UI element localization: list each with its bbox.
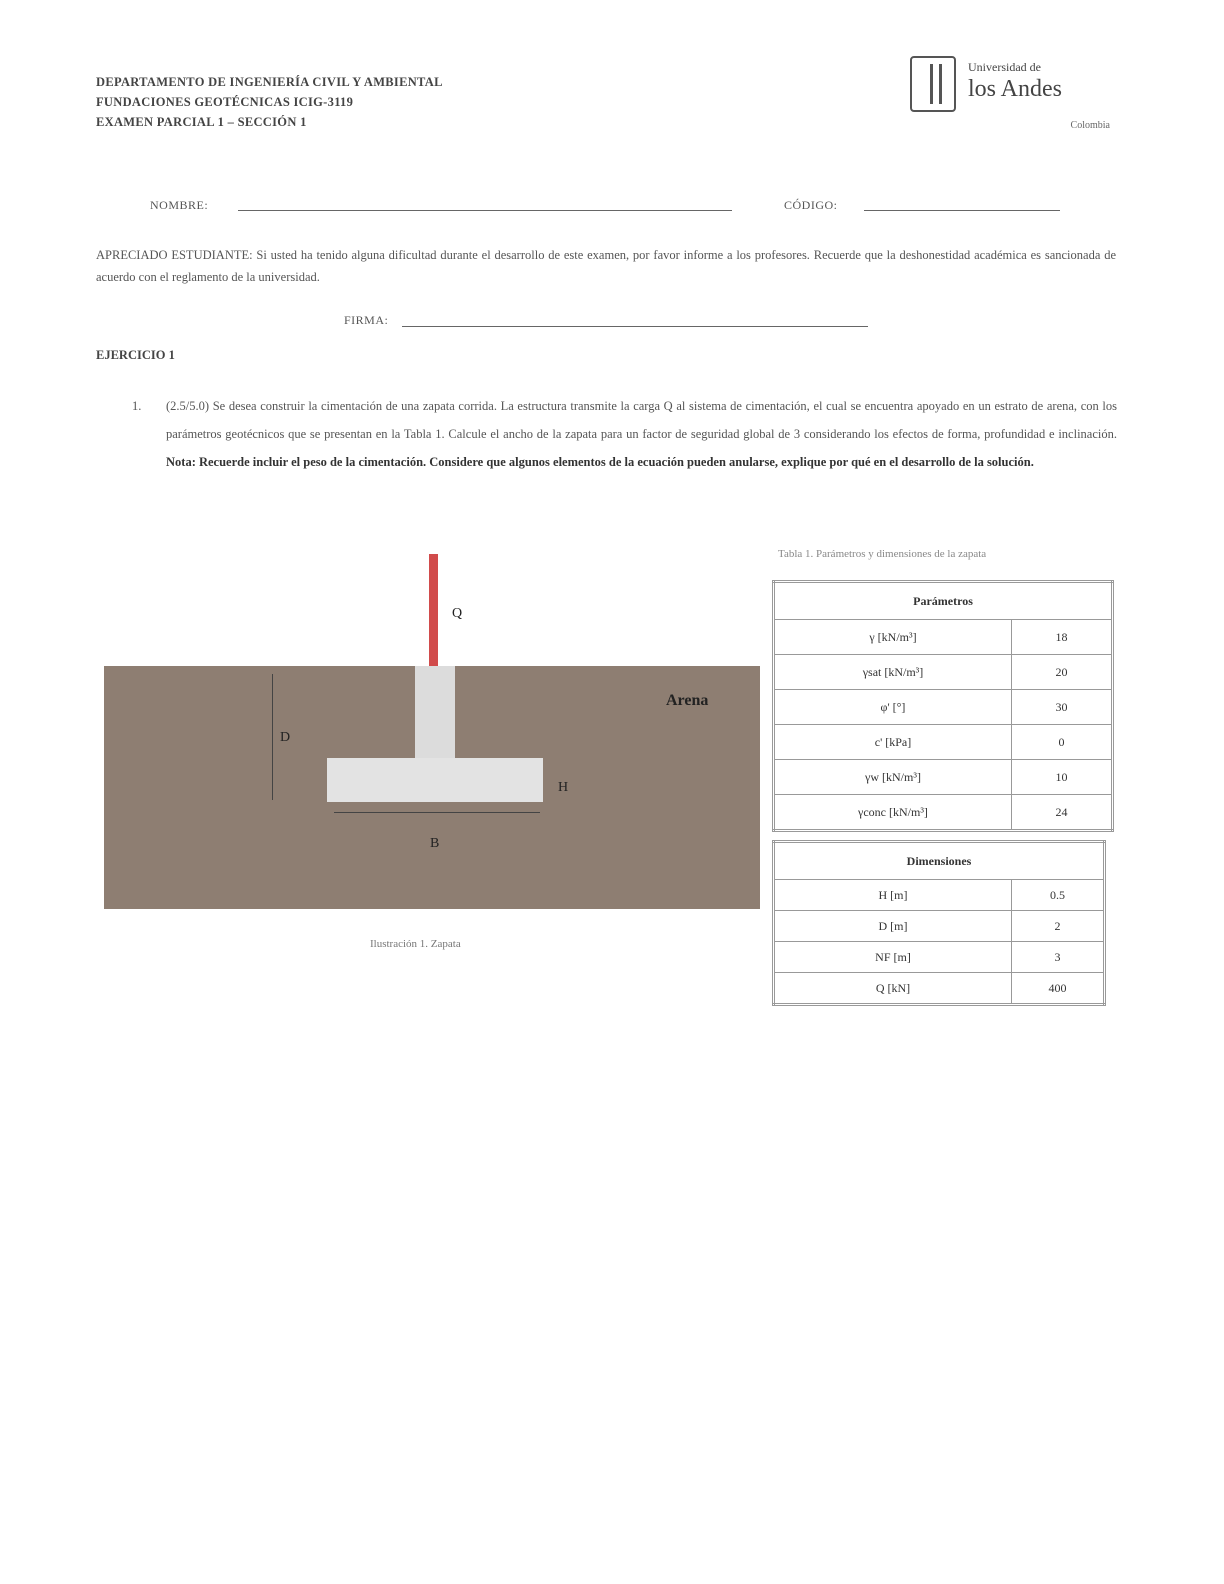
table-row: [774, 942, 1105, 973]
name-label: NOMBRE:: [150, 198, 209, 212]
table-caption: Tabla 1. Parámetros y dimensiones de la zapata: [778, 548, 987, 560]
table-row: [774, 795, 1113, 831]
question-1: [132, 392, 1117, 476]
notice-text: APRECIADO ESTUDIANTE: Si usted ha tenido alguna dificultad durante el desarrollo de este examen, por favor informe a los profesores. Recuerde que la deshonestidad académica es sancionada de acuerdo con el reglamento de la universidad.: [96, 248, 1116, 284]
param-value: 18: [1012, 620, 1113, 655]
dimension-name: D [m]: [774, 911, 1012, 942]
param-name: γw [kN/m³]: [774, 760, 1012, 795]
table-row: [774, 690, 1113, 725]
department-line: DEPARTAMENTO DE INGENIERÍA CIVIL Y AMBIENTAL: [96, 75, 443, 89]
depth-dimension-line: [272, 674, 273, 800]
university-logo: [910, 56, 1110, 136]
param-name: γ [kN/m³]: [774, 620, 1012, 655]
param-value: 0: [1012, 725, 1113, 760]
table-row: [774, 760, 1113, 795]
section-title: EJERCICIO 1: [96, 348, 175, 362]
width-label: B: [430, 836, 440, 851]
header: [96, 72, 616, 132]
logo-text-line2: los Andes: [968, 76, 1063, 102]
code-label: CÓDIGO:: [784, 198, 838, 212]
table-row: [774, 725, 1113, 760]
load-arrow: [429, 554, 438, 666]
table-row: [774, 911, 1105, 942]
exam-line: EXAMEN PARCIAL 1 – SECCIÓN 1: [96, 115, 307, 129]
question-note: Nota: Recuerde incluir el peso de la cimentación. Considere que algunos elementos de la ecuación pueden anularse, explique por qué en el desarrollo de la solución.: [166, 455, 1034, 469]
dimension-value: 0.5: [1012, 880, 1105, 911]
figure-caption: Ilustración 1. Zapata: [370, 938, 461, 950]
param-value: 30: [1012, 690, 1113, 725]
param-value: 10: [1012, 760, 1113, 795]
dimension-name: H [m]: [774, 880, 1012, 911]
depth-label: D: [280, 730, 291, 745]
signature-field[interactable]: [402, 326, 868, 327]
param-name: γsat [kN/m³]: [774, 655, 1012, 690]
footing-figure: [104, 548, 760, 913]
dimension-value: 400: [1012, 973, 1105, 1005]
width-dimension-line: [334, 812, 540, 813]
dimension-value: 2: [1012, 911, 1105, 942]
question-number: 1.: [132, 399, 142, 413]
parameters-table-title: Parámetros: [774, 582, 1113, 620]
footing-stem: [415, 666, 455, 766]
dimension-value: 3: [1012, 942, 1105, 973]
footing-base: [327, 758, 543, 802]
param-value: 24: [1012, 795, 1113, 831]
param-name: c' [kPa]: [774, 725, 1012, 760]
university-seal-icon: [910, 56, 956, 112]
signature-label: FIRMA:: [344, 313, 389, 327]
logo-text-line3: Colombia: [1070, 120, 1110, 131]
course-line: FUNDACIONES GEOTÉCNICAS ICIG-3119: [96, 95, 354, 109]
table-row: [774, 880, 1105, 911]
parameters-table: [772, 580, 1114, 832]
load-label: Q: [452, 606, 463, 621]
dimension-name: Q [kN]: [774, 973, 1012, 1005]
soil-label: Arena: [666, 692, 709, 709]
param-name: φ' [°]: [774, 690, 1012, 725]
param-name: γconc [kN/m³]: [774, 795, 1012, 831]
height-label: H: [558, 780, 569, 795]
code-field[interactable]: [864, 210, 1060, 211]
dimensions-table: [772, 840, 1106, 1006]
question-text: (2.5/5.0) Se desea construir la cimentación de una zapata corrida. La estructura transmite la carga Q al sistema de cimentación, el cual se encuentra apoyado en un estrato de arena, con los parámetros geotécnicos que se presentan en la Tabla 1. Calcule el ancho de la zapata para un factor de seguridad global de 3 considerando los efectos de forma, profundidad e inclinación.: [166, 399, 1117, 441]
dimensions-table-title: Dimensiones: [774, 842, 1105, 880]
table-row: [774, 973, 1105, 1005]
dimension-name: NF [m]: [774, 942, 1012, 973]
table-row: [774, 655, 1113, 690]
name-field[interactable]: [238, 210, 732, 211]
table-row: [774, 620, 1113, 655]
logo-text-line1: Universidad de: [968, 60, 1041, 74]
param-value: 20: [1012, 655, 1113, 690]
